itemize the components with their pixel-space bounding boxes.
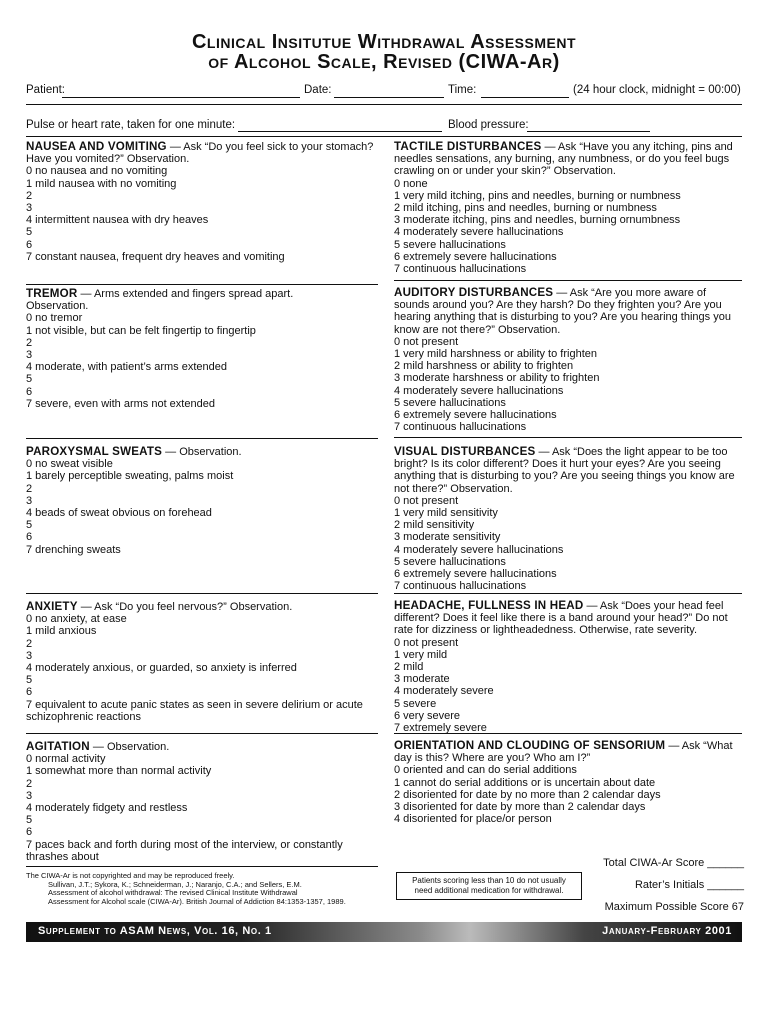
score-option[interactable]: 0 not present	[394, 335, 459, 348]
score-option[interactable]: 4 moderately severe	[394, 685, 494, 698]
score-option[interactable]: 7 extremely severe	[394, 722, 487, 735]
section-prompt: — Ask “Have you any itching, pins and needles sensations, any burning, any numbness, or do you feel bugs crawling on or under your skin?” Observation.	[394, 141, 733, 178]
score-option[interactable]: 1 not visible, but can be felt fingertip to fingertip	[26, 324, 256, 337]
score-option[interactable]: 7 constant nausea, frequent dry heaves and vomiting	[26, 250, 285, 263]
score-option[interactable]: 0 no anxiety, at ease	[26, 613, 127, 626]
score-option[interactable]: 0 no tremor	[26, 312, 83, 325]
score-option[interactable]: 2	[26, 777, 33, 790]
score-option[interactable]: 4 moderately anxious, or guarded, so anxiety is inferred	[26, 662, 297, 675]
score-option[interactable]: 0 no nausea and no vomiting	[26, 165, 168, 178]
score-option[interactable]: 3	[26, 494, 33, 507]
reference-line: Assessment of alcohol withdrawal: The revised Clinical Institute Withdrawal	[48, 888, 298, 898]
score-option[interactable]: 2	[26, 189, 33, 202]
score-option[interactable]: 2 mild itching, pins and needles, burning or numbness	[394, 202, 657, 215]
section-paroxysmal-sweats	[26, 446, 376, 556]
score-option[interactable]: 5 severe hallucinations	[394, 555, 506, 568]
divider-top	[26, 104, 742, 105]
score-option[interactable]: 7 drenching sweats	[26, 543, 121, 556]
form-title-line-2: of Alcohol Scale, Revised (CIWA-Ar)	[208, 51, 560, 73]
score-option[interactable]: 4 moderately severe hallucinations	[394, 543, 564, 556]
score-option[interactable]: 7 continuous hallucinations	[394, 580, 527, 593]
score-option[interactable]: 7 equivalent to acute panic states as seen in severe delirium or acute schizophrenic reactions	[26, 698, 363, 723]
score-option[interactable]: 6 extremely severe hallucinations	[394, 568, 557, 581]
score-option[interactable]: 1 very mild sensitivity	[394, 507, 498, 520]
copyright-note: The CIWA-Ar is not copyrighted and may be reproduced freely.	[26, 871, 235, 880]
bp-field[interactable]	[527, 131, 650, 132]
score-option[interactable]: 2	[26, 336, 33, 349]
divider-left-3	[26, 593, 378, 594]
score-option[interactable]: 2	[26, 482, 33, 495]
score-option[interactable]: 1 mild anxious	[26, 625, 97, 638]
divider-right-2	[394, 437, 742, 438]
section-prompt: — Observation.	[89, 741, 170, 753]
time-field[interactable]	[481, 97, 569, 98]
section-heading: TREMOR	[26, 287, 78, 300]
score-option[interactable]: 0 oriented and can do serial additions	[394, 764, 577, 777]
divider-left-4	[26, 733, 378, 734]
score-option[interactable]: 0 normal activity	[26, 753, 106, 766]
score-option[interactable]: 7 continuous hallucinations	[394, 421, 527, 434]
score-option[interactable]: 6	[26, 686, 33, 699]
patient-label: Patient:	[26, 84, 65, 96]
score-option[interactable]: 1 mild nausea with no vomiting	[26, 177, 177, 190]
score-option[interactable]: 5 severe hallucinations	[394, 238, 506, 251]
score-option[interactable]: 4 beads of sweat obvious on forehead	[26, 507, 212, 520]
section-prompt: — Arms extended and fingers spread apart. Observation.	[26, 288, 294, 313]
section-headache	[394, 600, 742, 734]
score-option[interactable]: 4 moderately severe hallucinations	[394, 384, 564, 397]
footer-bar	[26, 922, 742, 942]
score-option[interactable]: 6	[26, 826, 33, 839]
divider-left-5	[26, 866, 378, 867]
clock-note: (24 hour clock, midnight = 00:00)	[573, 84, 741, 96]
score-option[interactable]: 0 not present	[394, 494, 459, 507]
total-score-field[interactable]: Total CIWA-Ar Score ______	[603, 857, 744, 869]
rater-initials-field[interactable]: Rater’s Initials ______	[634, 879, 744, 891]
score-option[interactable]: 1 very mild itching, pins and needles, burning or numbness	[394, 189, 681, 202]
section-prompt: — Ask “Do you feel nervous?” Observation.	[77, 601, 293, 613]
score-option[interactable]: 0 not present	[394, 636, 459, 649]
section-nausea-vomiting	[26, 141, 376, 263]
section-anxiety	[26, 601, 376, 723]
score-option[interactable]: 4 moderately fidgety and restless	[26, 802, 188, 815]
score-option[interactable]: 3 moderate	[394, 673, 450, 686]
patient-field[interactable]	[62, 97, 300, 98]
score-option[interactable]: 3 disoriented for date by more than 2 calendar days	[394, 801, 646, 814]
score-option[interactable]: 7 severe, even with arms not extended	[26, 397, 215, 410]
section-auditory-disturbances	[394, 287, 742, 433]
divider-right-3	[394, 593, 742, 594]
section-heading: TACTILE DISTURBANCES	[394, 140, 542, 153]
section-prompt: — Ask “Does your head feel different? Does it feel like there is a band around your head?” Do not rate for dizziness or lightheadedness. Otherwise, rate severity.	[394, 600, 728, 637]
score-option[interactable]: 6 extremely severe hallucinations	[394, 409, 557, 422]
score-option[interactable]: 2 disoriented for date by no more than 2 calendar days	[394, 788, 661, 801]
score-option[interactable]: 6 extremely severe hallucinations	[394, 250, 557, 263]
section-heading: VISUAL DISTURBANCES	[394, 445, 536, 458]
score-option[interactable]: 7 paces back and forth during most of the interview, or constantly thrashes about	[26, 838, 343, 863]
score-option[interactable]: 5 severe hallucinations	[394, 396, 506, 409]
section-prompt: — Ask “What day is this? Where are you? Who am I?”	[394, 740, 733, 765]
max-score-label: Maximum Possible Score 67	[604, 901, 744, 913]
copyright-references	[26, 872, 386, 906]
score-option[interactable]: 3 moderate itching, pins and needles, burning ornumbness	[394, 214, 681, 227]
score-option[interactable]: 4 intermittent nausea with dry heaves	[26, 214, 209, 227]
score-option[interactable]: 6	[26, 385, 33, 398]
section-heading: HEADACHE, FULLNESS IN HEAD	[394, 599, 584, 612]
score-option[interactable]: 1 barely perceptible sweating, palms moist	[26, 470, 234, 483]
score-option[interactable]: 1 very mild	[394, 648, 448, 661]
section-prompt: — Observation.	[162, 446, 242, 458]
reference-line: Assessment for Alcohol scale (CIWA-Ar). British Journal of Addiction 84:1353-1357, 1989.	[48, 896, 346, 906]
footer-date: January-February 2001	[602, 925, 732, 937]
score-summary	[580, 857, 744, 913]
score-option[interactable]: 3	[26, 202, 33, 215]
score-option[interactable]: 5 severe	[394, 697, 437, 710]
section-prompt: — Ask “Are you more aware of sounds around you? Are they harsh? Do they frighten you? Are you hearing anything that is disturbing to you? Are you hearing things you know are not there?” Observation.	[394, 287, 731, 336]
score-option[interactable]: 1 cannot do serial additions or is uncertain about date	[394, 776, 656, 789]
score-option[interactable]: 6 very severe	[394, 709, 461, 722]
score-option[interactable]: 0 none	[394, 177, 428, 190]
score-option[interactable]: 3	[26, 789, 33, 802]
reference-line: Sullivan, J.T.; Sykora, K.; Schneiderman, J.; Naranjo, C.A.; and Sellers, E.M.	[48, 879, 302, 889]
score-option[interactable]: 4 disoriented for place/or person	[394, 813, 552, 826]
score-option[interactable]: 4 moderately severe hallucinations	[394, 226, 564, 239]
section-heading: AUDITORY DISTURBANCES	[394, 286, 554, 299]
section-prompt: — Ask “Do you feel sick to your stomach? Have you vomited?” Observation.	[26, 141, 374, 166]
footer-publication: Supplement to ASAM News, Vol. 16, No. 1	[38, 925, 272, 937]
pulse-label: Pulse or heart rate, taken for one minute:	[26, 119, 236, 131]
score-option[interactable]: 3 moderate sensitivity	[394, 531, 501, 544]
score-option[interactable]: 5	[26, 674, 33, 687]
score-option[interactable]: 5	[26, 373, 33, 386]
section-tremor	[26, 288, 316, 410]
bp-label: Blood pressure:	[448, 119, 529, 131]
section-agitation	[26, 741, 376, 863]
score-option[interactable]: 5	[26, 226, 33, 239]
divider-left-2	[26, 438, 378, 439]
section-heading: ANXIETY	[26, 600, 78, 613]
section-prompt: — Ask “Does the light appear to be too bright? Is its color different? Does it hurt your eyes? Are you seeing anything that is disturbing to you? Are you seeing things you know are not there?” Observation.	[394, 446, 735, 495]
score-option[interactable]: 1 somewhat more than normal activity	[26, 765, 212, 778]
score-option[interactable]: 0 no sweat visible	[26, 458, 113, 471]
score-option[interactable]: 7 continuous hallucinations	[394, 263, 527, 276]
form-title-line-1: Clinical Insitutue Withdrawal Assessment	[191, 31, 577, 53]
divider-header	[26, 136, 742, 137]
score-option[interactable]: 5	[26, 814, 33, 827]
score-option[interactable]: 2 mild harshness or ability to frighten	[394, 360, 574, 373]
section-tactile-disturbances	[394, 141, 742, 275]
section-heading: AGITATION	[26, 740, 90, 753]
date-field[interactable]	[334, 97, 444, 98]
time-label: Time:	[448, 84, 477, 96]
score-option[interactable]: 4 moderate, with patient’s arms extended	[26, 361, 227, 374]
score-option[interactable]: 2 mild	[394, 661, 424, 674]
score-option[interactable]: 3 moderate harshness or ability to frighten	[394, 372, 600, 385]
section-visual-disturbances	[394, 446, 742, 592]
medication-note-box: Patients scoring less than 10 do not usually need additional medication for withdrawal.	[396, 872, 582, 900]
score-option[interactable]: 1 very mild harshness or ability to frighten	[394, 348, 597, 361]
section-orientation	[394, 740, 742, 825]
divider-left-1	[26, 284, 378, 285]
divider-right-1	[394, 280, 742, 281]
score-option[interactable]: 6	[26, 531, 33, 544]
pulse-field[interactable]	[238, 131, 442, 132]
score-option[interactable]: 6	[26, 238, 33, 251]
score-option[interactable]: 3	[26, 649, 33, 662]
section-heading: NAUSEA AND VOMITING	[26, 140, 167, 153]
date-label: Date:	[304, 84, 332, 96]
score-option[interactable]: 2 mild sensitivity	[394, 519, 475, 532]
score-option[interactable]: 3	[26, 349, 33, 362]
score-option[interactable]: 2	[26, 637, 33, 650]
section-heading: PAROXYSMAL SWEATS	[26, 445, 163, 458]
section-heading: ORIENTATION AND CLOUDING OF SENSORIUM	[394, 739, 666, 752]
score-option[interactable]: 5	[26, 519, 33, 532]
